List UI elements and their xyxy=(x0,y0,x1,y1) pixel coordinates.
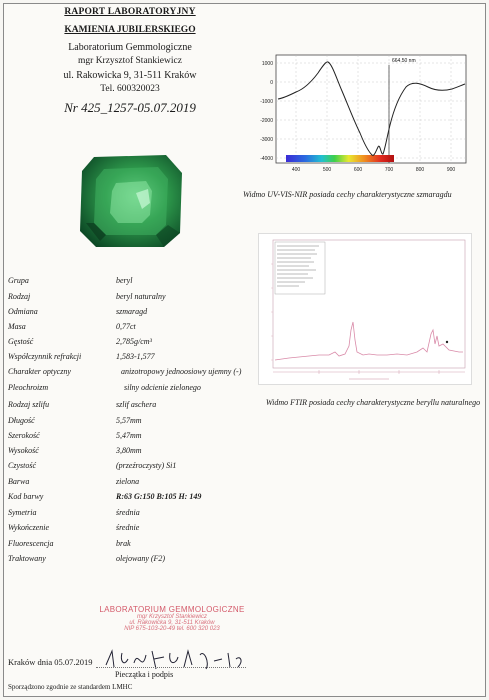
lab-phone: Tel. 600320023 xyxy=(100,84,160,94)
uv-vis-nir-spectrum xyxy=(256,51,472,179)
signature-label: Pieczątka i podpis xyxy=(115,670,174,679)
prop-value: silny odcienie zielonego xyxy=(124,383,201,392)
uv-annotation: 664.50 nm xyxy=(392,58,416,64)
prop-label: Gęstość xyxy=(8,337,34,346)
uv-xtick: 900 xyxy=(446,167,456,173)
emerald-gem-image xyxy=(76,153,186,249)
prop-label: Kod barwy xyxy=(8,492,44,501)
prop-label: Odmiana xyxy=(8,307,38,316)
ftir-caption: Widmo FTIR posiada cechy charakterystyczne beryllu naturalnego xyxy=(265,398,481,407)
prop-label: Masa xyxy=(8,322,26,331)
uv-xtick: 400 xyxy=(291,167,301,173)
prop-value: anizotropowy jednoosiowy ujemny (-) xyxy=(121,367,242,376)
prop-value: olejowany (F2) xyxy=(116,554,166,563)
prop-value: (przeźroczysty) Si1 xyxy=(116,461,177,470)
prop-label: Szerokość xyxy=(8,431,40,440)
prop-label: Grupa xyxy=(8,276,29,285)
prop-label: Traktowany xyxy=(8,554,46,563)
prop-label: Długość xyxy=(8,416,35,425)
prop-value: beryl xyxy=(116,276,133,285)
uv-xtick: 700 xyxy=(384,167,394,173)
lab-address: ul. Rakowicka 9, 31-511 Kraków xyxy=(63,70,197,81)
prop-value: 5,57mm xyxy=(116,416,142,425)
prop-value: 3,80mm xyxy=(116,446,142,455)
stamp-line: LABORATORIUM GEMMOLOGICZNE xyxy=(99,605,245,614)
prop-value: 2,785g/cm³ xyxy=(116,337,152,346)
stamp-line: ul. Rakowicka 9, 31-511 Kraków xyxy=(129,620,215,626)
lab-stamp xyxy=(92,605,252,632)
prop-label: Fluorescencja xyxy=(8,539,54,548)
prop-label: Wysokość xyxy=(8,446,39,455)
uv-xtick: 800 xyxy=(415,167,425,173)
prop-label: Charakter optyczny xyxy=(8,367,71,376)
lab-person: mgr Krzysztof Stankiewicz xyxy=(78,56,182,66)
stamp-line: mgr Krzysztof Stankiewicz xyxy=(136,614,208,620)
uv-ytick: -3000 xyxy=(260,137,273,143)
place-date: Kraków dnia 05.07.2019 xyxy=(8,657,93,667)
prop-label: Barwa xyxy=(8,477,30,486)
standard-note: Sporządzono zgodnie ze standardem LMHC xyxy=(8,683,133,691)
uv-ytick: -4000 xyxy=(260,156,273,162)
uv-ytick: -1000 xyxy=(260,99,273,105)
uv-ytick: -2000 xyxy=(260,118,273,124)
uv-xtick: 500 xyxy=(322,167,332,173)
prop-label: Pleochroizm xyxy=(8,383,49,392)
prop-label: Wykończenie xyxy=(8,523,50,532)
prop-value: średnie xyxy=(116,523,140,532)
signature-line xyxy=(96,667,246,668)
uv-ytick: 0 xyxy=(270,80,273,86)
uv-xtick: 600 xyxy=(353,167,363,173)
lab-name: Laboratorium Gemmologiczne xyxy=(68,42,192,53)
prop-value: szmaragd xyxy=(116,307,148,316)
prop-value: 5,47mm xyxy=(116,431,142,440)
prop-label: Rodzaj xyxy=(8,292,31,301)
uv-ytick: 1000 xyxy=(261,61,273,67)
uv-caption: Widmo UV-VIS-NIR posiada cechy charakterystyczne szmaragdu xyxy=(243,190,452,199)
stamp-line: NIP 675-103-20-49 tel. 600 320 023 xyxy=(124,626,220,632)
prop-label: Współczynnik refrakcji xyxy=(8,352,82,361)
ftir-spectrum xyxy=(258,233,472,385)
prop-value: zielona xyxy=(116,477,140,486)
prop-label: Rodzaj szlifu xyxy=(8,400,50,409)
prop-label: Czystość xyxy=(8,461,36,470)
prop-value: beryl naturalny xyxy=(116,292,166,301)
prop-value: brak xyxy=(116,539,131,548)
prop-value: R:63 G:150 B:105 H: 149 xyxy=(116,492,202,501)
prop-value: 0,77ct xyxy=(116,322,136,331)
prop-value: średnia xyxy=(116,508,140,517)
prop-value: szlif aschera xyxy=(116,400,157,409)
prop-label: Symetria xyxy=(8,508,37,517)
report-title: RAPORT LABORATORYJNY xyxy=(64,7,196,17)
report-number: Nr 425_1257-05.07.2019 xyxy=(64,100,196,115)
prop-value: 1,583-1,577 xyxy=(116,352,155,361)
report-subtitle: KAMIENIA JUBILERSKIEGO xyxy=(64,25,196,35)
